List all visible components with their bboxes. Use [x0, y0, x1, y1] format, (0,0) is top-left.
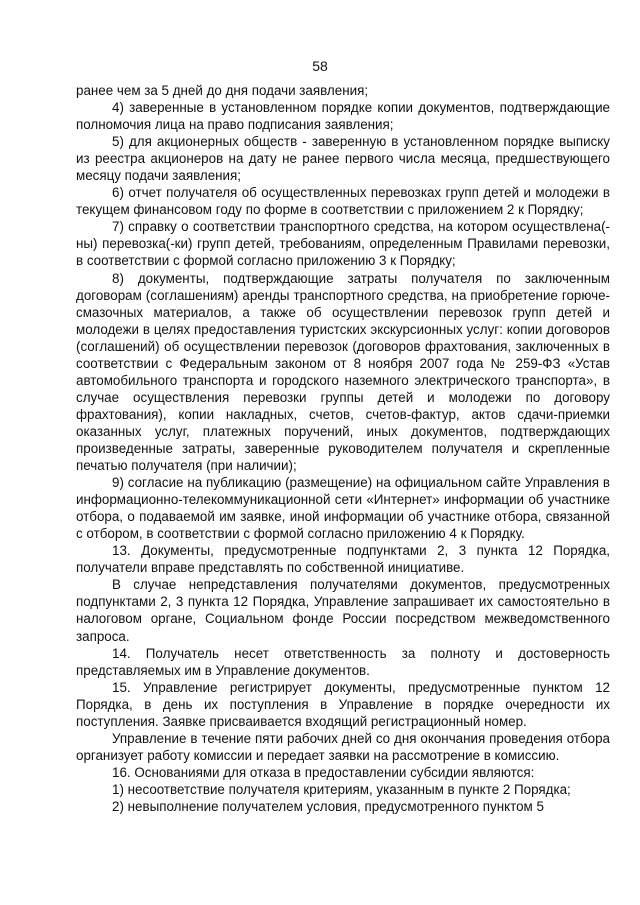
paragraph-item-5: 5) для акционерных обществ - заверенную в установленном порядке выписку из реестра акционеров на дату не ранее первого числа месяца, предшествующего месяцу подачи заявления; [76, 134, 610, 184]
paragraph-item-9: 9) согласие на публикацию (размещение) на официальном сайте Управления в информационно-телекоммуникационной сети «Интернет» информации об участнике отбора, о подаваемой им заявке, иной информации об участнике отбора, связанной с отбором, в соответствии с формой согласно приложению 4 к Порядку. [76, 475, 610, 542]
paragraph-item-4: 4) заверенные в установленном порядке копии документов, подтверждающие полномочия лица на право подписания заявления; [76, 100, 610, 133]
paragraph-clause-16: 16. Основаниями для отказа в предоставлении субсидии являются: [112, 764, 535, 780]
document-body [76, 82, 610, 815]
paragraph-continuation: ранее чем за 5 дней до дня подачи заявления; [76, 83, 369, 98]
paragraph-clause-16-item-1: 1) несоответствие получателя критериям, указанным в пункте 2 Порядка; [112, 781, 571, 797]
paragraph-clause-14: 14. Получатель несет ответственность за полноту и достоверность представляемых им в Управление документов. [76, 645, 610, 678]
paragraph-clause-15: 15. Управление регистрирует документы, предусмотренные пунктом 12 Порядка, в день их поступления в Управление в порядке очередности их поступления. Заявке присваивается входящий регистрационный номер. [76, 679, 610, 729]
paragraph-clause-13: 13. Документы, предусмотренные подпунктами 2, 3 пункта 12 Порядка, получатели вправе представлять по собственной инициативе. [76, 543, 610, 576]
paragraph-clause-15-continued: Управление в течение пяти рабочих дней со дня окончания проведения отбора организует работу комиссии и передает заявки на рассмотрение в комиссию. [76, 730, 610, 763]
paragraph-item-7: 7) справку о соответствии транспортного средства, на котором осуществлена(-ны) перевозка(-ки) групп детей, требованиям, определенным Правилами перевозки, в соответствии с формой согласно приложению 3 к Порядку; [76, 219, 610, 269]
paragraph-clause-13-continued: В случае непредставления получателями документов, предусмотренных подпунктами 2, 3 пункта 12 Порядка, Управление запрашивает их самостоятельно в налоговом органе, Социальном фонде России посредством межведомственного запроса. [76, 577, 610, 644]
paragraph-item-6: 6) отчет получателя об осуществленных перевозках групп детей и молодежи в текущем финансовом году по форме в соответствии с приложением 2 к Порядку; [76, 185, 610, 218]
paragraph-clause-16-item-2: 2) невыполнение получателем условия, предусмотренного пунктом 5 [112, 798, 544, 814]
page-number: 58 [312, 58, 328, 74]
paragraph-item-8: 8) документы, подтверждающие затраты получателя по заключенным договорам (соглашениям) аренды транспортного средства, на приобретение горюче-смазочных материалов, а также об осуществлении перевозок групп детей и молодежи в целях предоставления туристских экскурсионных услуг: копии договоров (соглашений) об осуществлении перевозок (договоров фрахтования, заключенных в соответствии с Федеральным законом от 8 ноября 2007 года № 259-ФЗ «Устав автомобильного транспорта и городского наземного электрического транспорта», в случае осуществления перевозки группы детей и молодежи по договору фрахтования), копии накладных, счетов, счетов-фактур, актов сдачи-приемки оказанных услуг, платежных поручений, иных документов, подтверждающих произведенные затраты, заверенные руководителем получателя и скрепленные печатью получателя (при наличии); [76, 270, 610, 474]
